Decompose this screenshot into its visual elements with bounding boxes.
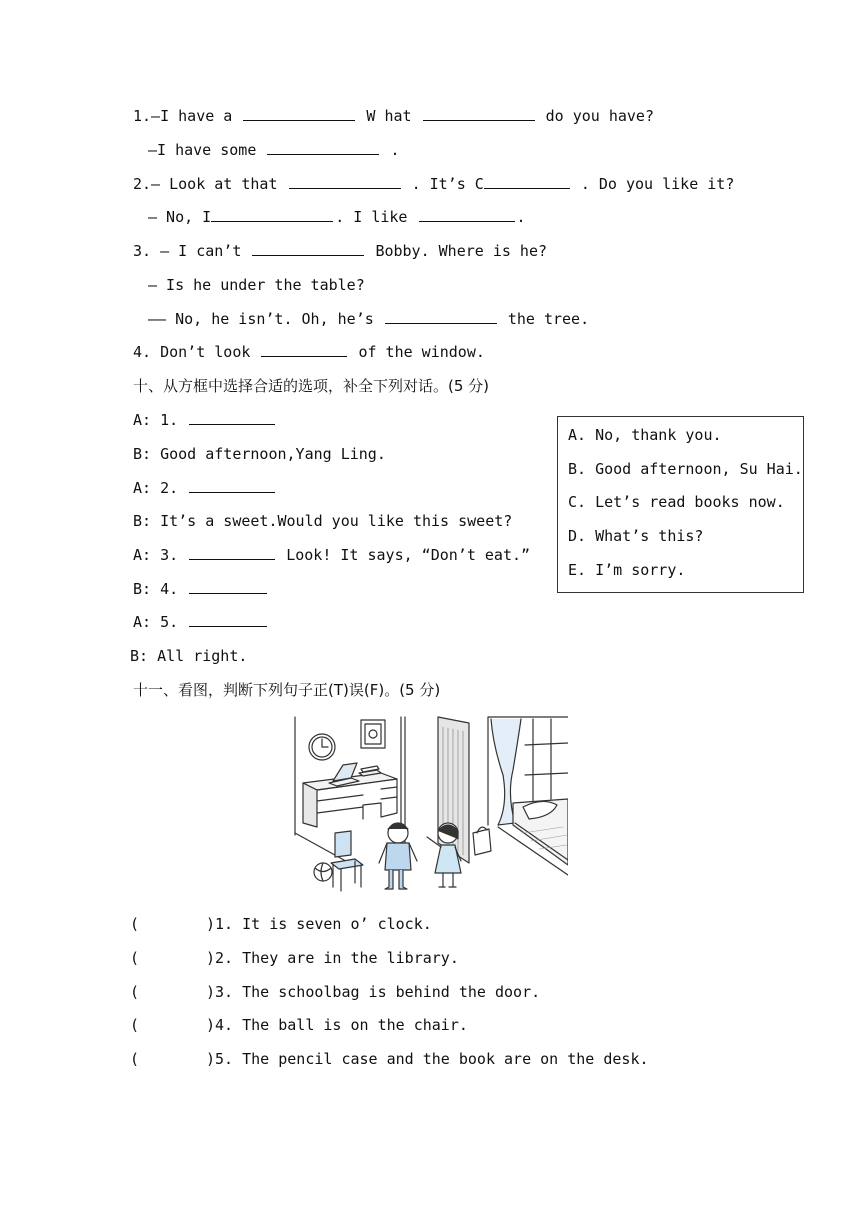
option-d: D. What’s this? bbox=[568, 527, 704, 545]
dialogue-line bbox=[133, 410, 277, 430]
option-b: B. Good afternoon, Su Hai. bbox=[568, 460, 803, 478]
tf-text: )4. The ball is on the chair. bbox=[206, 1016, 468, 1034]
dialogue-line bbox=[133, 511, 512, 531]
q1-text: do you have? bbox=[545, 107, 654, 125]
section11-heading: 十一、看图，判断下列句子正(T)误(F)。(5 分) bbox=[133, 681, 441, 699]
q2-line-b bbox=[148, 207, 526, 227]
dialogue-text: B: All right. bbox=[130, 647, 248, 665]
dialogue-text: A: 3. bbox=[133, 546, 179, 564]
answer-blank[interactable] bbox=[419, 207, 515, 222]
q2-text: 2.— Look at that bbox=[133, 175, 278, 193]
q3-text: —— No, he isn’t. Oh, he’s bbox=[148, 310, 374, 328]
tf-text: )3. The schoolbag is behind the door. bbox=[206, 983, 541, 1001]
dialogue-text: Look! It says, “Don’t eat.” bbox=[286, 546, 531, 564]
q1-line-b bbox=[148, 140, 399, 160]
tf-text: )5. The pencil case and the book are on the desk. bbox=[206, 1050, 649, 1068]
tf-item bbox=[130, 914, 432, 934]
q3-text: 3. — I can’t bbox=[133, 242, 242, 260]
q1-text: 1.—I have a bbox=[133, 107, 233, 125]
q3-text: the tree. bbox=[507, 310, 590, 328]
dialogue-line bbox=[133, 444, 386, 464]
answer-blank[interactable] bbox=[385, 309, 497, 324]
q3-text: Bobby. Where is he? bbox=[375, 242, 548, 260]
q1-text: —I have some bbox=[148, 141, 257, 159]
q4-line bbox=[133, 342, 485, 362]
dialogue-line bbox=[133, 478, 277, 498]
q2-text: . It’s C bbox=[411, 175, 484, 193]
dialogue-text: B: 4. bbox=[133, 580, 179, 598]
q4-text: of the window. bbox=[358, 343, 485, 361]
answer-paren[interactable]: ( bbox=[130, 1050, 140, 1068]
q1-text: . bbox=[390, 141, 400, 159]
dialogue-text: A: 5. bbox=[133, 613, 179, 631]
q3-line-a bbox=[133, 241, 547, 261]
dialogue-text: B: Good afternoon,Yang Ling. bbox=[133, 445, 386, 463]
answer-blank[interactable] bbox=[189, 410, 275, 425]
option-a: A. No, thank you. bbox=[568, 426, 722, 444]
dialogue-text: A: 1. bbox=[133, 411, 179, 429]
tf-item bbox=[130, 1015, 468, 1035]
answer-blank[interactable] bbox=[252, 241, 364, 256]
room-illustration bbox=[293, 715, 568, 897]
dialogue-line bbox=[133, 612, 269, 632]
section10-heading: 十、从方框中选择合适的选项，补全下列对话。(5 分) bbox=[133, 377, 490, 395]
answer-blank[interactable] bbox=[189, 478, 275, 493]
q1-line-a bbox=[133, 106, 654, 126]
q3-text: — Is he under the table? bbox=[148, 276, 365, 294]
dialogue-line bbox=[133, 579, 269, 599]
answer-blank[interactable] bbox=[484, 174, 570, 189]
q3-line-b bbox=[148, 275, 365, 295]
answer-blank[interactable] bbox=[261, 342, 347, 357]
dialogue-line bbox=[133, 545, 530, 565]
answer-blank[interactable] bbox=[267, 140, 379, 155]
answer-blank[interactable] bbox=[423, 106, 535, 121]
tf-text: )1. It is seven o’ clock. bbox=[206, 915, 432, 933]
q2-text: — No, I bbox=[148, 208, 212, 226]
q4-text: 4. Don’t look bbox=[133, 343, 251, 361]
tf-item bbox=[130, 982, 540, 1002]
option-e: E. I’m sorry. bbox=[568, 561, 686, 579]
dialogue-text: A: 2. bbox=[133, 479, 179, 497]
tf-item bbox=[130, 948, 459, 968]
tf-item bbox=[130, 1049, 649, 1069]
answer-blank[interactable] bbox=[189, 545, 275, 560]
answer-blank[interactable] bbox=[289, 174, 401, 189]
answer-paren[interactable]: ( bbox=[130, 1016, 140, 1034]
answer-blank[interactable] bbox=[243, 106, 355, 121]
dialogue-text: B: It’s a sweet.Would you like this sweet? bbox=[133, 512, 513, 530]
answer-paren[interactable]: ( bbox=[130, 949, 140, 967]
q2-text: . bbox=[516, 208, 526, 226]
answer-paren[interactable]: ( bbox=[130, 915, 140, 933]
tf-text: )2. They are in the library. bbox=[206, 949, 459, 967]
q3-line-c bbox=[148, 309, 589, 329]
answer-blank[interactable] bbox=[211, 207, 333, 222]
q2-text: . Do you like it? bbox=[580, 175, 735, 193]
answer-paren[interactable]: ( bbox=[130, 983, 140, 1001]
q2-line-a bbox=[133, 174, 734, 194]
options-box bbox=[557, 416, 804, 593]
q2-text: . I like bbox=[335, 208, 408, 226]
option-c: C. Let’s read books now. bbox=[568, 493, 785, 511]
dialogue-line bbox=[130, 646, 247, 666]
answer-blank[interactable] bbox=[189, 579, 267, 594]
q1-text: W hat bbox=[366, 107, 412, 125]
answer-blank[interactable] bbox=[189, 612, 267, 627]
